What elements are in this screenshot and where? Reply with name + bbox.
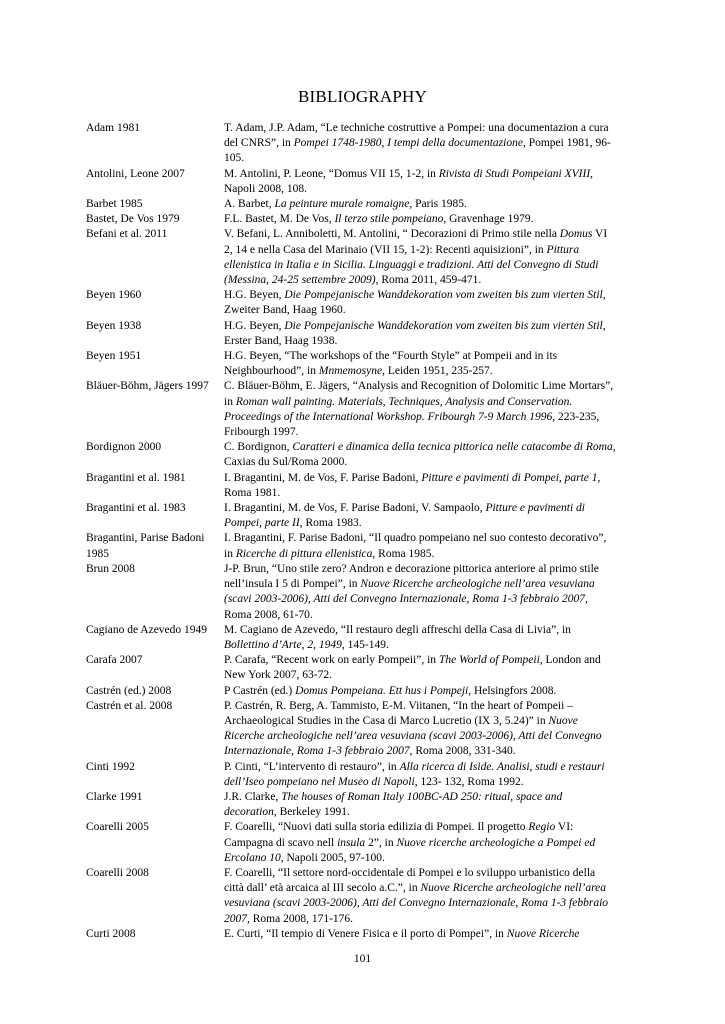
bibliography-entry (86, 167, 616, 197)
reference-segment: , 145-149. (341, 638, 389, 651)
bibliography-entry (86, 501, 616, 531)
entry-key: Bastet, De Vos 1979 (86, 213, 180, 226)
entry-reference (224, 790, 616, 820)
reference-segment: , Napoli 2005, 97-100. (280, 851, 385, 864)
entry-key: Carafa 2007 (86, 654, 143, 667)
entry-key: Bragantini et al. 1981 (86, 471, 186, 484)
reference-segment: H.G. Beyen, (224, 319, 285, 332)
entry-key: Cagiano de Azevedo 1949 (86, 623, 208, 636)
entry-key: Beyen 1951 (86, 350, 142, 363)
reference-italic-segment: Bollettino d’Arte, 2, 1949 (224, 638, 342, 651)
reference-italic-segment: Pittura ellenistica in Italia e in Sicilia. Linguaggi e tradizioni. Atti del Convegno di Studi (Messina, 24-25 settembre 2009) (224, 243, 599, 287)
reference-italic-segment: Nuove Ricerche archeologiche nell’area vesuviana (scavi 2003-2006), Atti del Convegno Internazionale, Roma 1-3 febbraio 2007 (224, 714, 602, 758)
reference-segment: , Berkeley 1991. (273, 806, 350, 819)
entry-reference (224, 227, 616, 288)
entry-key: Bragantini, Parise Badoni 1985 (86, 532, 205, 560)
bibliography-entry (86, 121, 616, 167)
bibliography-entry (86, 790, 616, 820)
entry-reference (224, 653, 616, 683)
entry-reference (224, 288, 616, 318)
bibliography-entry (86, 440, 616, 470)
entry-reference (224, 760, 616, 790)
entry-key: Brun 2008 (86, 562, 135, 575)
entry-key: Beyen 1960 (86, 289, 142, 302)
entry-key: Cinti 1992 (86, 760, 135, 773)
entry-key: Coarelli 2005 (86, 821, 149, 834)
entry-reference (224, 531, 616, 561)
entry-reference (224, 866, 616, 927)
bibliography-entry (86, 760, 616, 790)
reference-italic-segment: Die Pompejanische Wanddekoration vom zweiten bis zum vierten Stil, (284, 289, 606, 302)
reference-italic-segment: Regio (528, 821, 556, 834)
bibliography-entry (86, 866, 616, 927)
entry-reference (224, 349, 616, 379)
bibliography-list (86, 121, 616, 942)
bibliography-entry (86, 684, 616, 699)
reference-segment: , Roma 2008, 61-70. (224, 593, 588, 621)
reference-italic-segment: Rivista di Studi Pompeiani XVIII (438, 167, 591, 180)
reference-segment: , Leiden 1951, 235-257. (382, 365, 493, 378)
reference-segment: H.G. Beyen, (224, 289, 285, 302)
reference-italic-segment: Pompei 1748-1980, I tempi della documentazione (293, 137, 523, 150)
entry-key: Coarelli 2008 (86, 866, 149, 879)
reference-segment: M. Cagiano de Azevedo, “Il restauro degli affreschi della Casa di Livia”, in (224, 623, 571, 636)
reference-italic-segment: Pitture e pavimenti di Pompei, parte II (224, 502, 585, 530)
reference-italic-segment: Nuove Ricerche (506, 927, 580, 940)
reference-italic-segment: Domus Pompeiana. Ett hus i Pompeji (295, 684, 469, 697)
bibliography-entry (86, 820, 616, 866)
reference-italic-segment: La peinture murale romaigne (274, 198, 410, 211)
reference-italic-segment: Nuove ricerche archeologiche a Pompei ed Ercolano 10 (224, 836, 596, 864)
reference-segment: I. Bragantini, F. Parise Badoni, “Il quadro pompeiano nel suo contesto decorativo”, in (224, 532, 607, 560)
reference-segment: P. Castrén, R. Berg, A. Tammisto, E-M. Viitanen, “In the heart of Pompeii – Archaeological Studies in the Casa di Marco Lucretio (IX 3, 5.24)” in (224, 699, 573, 727)
bibliography-entry (86, 379, 616, 440)
bibliography-entry (86, 623, 616, 653)
bibliography-entry (86, 562, 616, 623)
bibliography-entry (86, 471, 616, 501)
entry-key: Adam 1981 (86, 122, 140, 134)
reference-segment: F. Coarelli, “Il settore nord-occidentale di Pompei e lo sviluppo urbanistico della città dall’ età arcaica al III secolo a.C.”, in (224, 866, 596, 895)
page-title: BIBLIOGRAPHY (298, 87, 427, 106)
entry-key: Barbet 1985 (86, 198, 143, 211)
bibliography-entry (86, 531, 616, 561)
entry-reference (224, 623, 616, 653)
entry-reference (224, 212, 616, 227)
reference-segment: P. Carafa, “Recent work on early Pompeii”, in (224, 654, 439, 667)
reference-italic-segment: Ricerche di pittura ellenistica (235, 547, 373, 560)
entry-key: Castrén (ed.) 2008 (86, 684, 172, 697)
reference-segment: P. Cinti, “L’intervento di restauro”, in (224, 760, 400, 773)
reference-segment: A. Barbet, (224, 198, 275, 211)
reference-segment: Zweiter Band, Haag 1960. (224, 304, 346, 317)
reference-segment: C. Bordignon, (224, 441, 293, 454)
reference-italic-segment: Roman wall painting. Materials, Techniques, Analysis and Conservation. Proceedings of the International Workshop. Fribourgh 7-9 March 1996 (224, 395, 573, 423)
entry-key: Beyen 1938 (86, 319, 142, 332)
reference-segment: , Pompei 1981, 96-105. (224, 137, 611, 165)
entry-reference (224, 820, 616, 866)
reference-italic-segment: Domus (559, 228, 593, 241)
entry-key: Bragantini et al. 1983 (86, 502, 186, 515)
reference-segment: I. Bragantini, M. de Vos, F. Parise Badoni, V. Sampaolo, (224, 502, 486, 515)
reference-segment: , Erster Band, Haag 1938. (224, 319, 606, 347)
reference-segment: , 123- 132, Roma 1992. (414, 775, 524, 788)
bibliography-entry (86, 227, 616, 288)
entry-key: Bordignon 2000 (86, 441, 162, 454)
reference-italic-segment: Nuove Ricerche archeologiche nell’area vesuviana (scavi 2003-2006), Atti del Convegno Internazionale, Roma 1-3 febbraio 2007 (224, 578, 595, 606)
reference-segment: , London and New York 2007, 63-72. (224, 654, 601, 682)
bibliography-entry (86, 927, 616, 942)
reference-segment: , Roma 1985. (372, 547, 435, 560)
bibliography-entry (86, 197, 616, 212)
entry-reference (224, 440, 616, 470)
entry-key: Befani et al. 2011 (86, 228, 168, 241)
entry-reference (224, 121, 616, 167)
reference-segment: , Roma 2011, 459-471. (375, 274, 482, 287)
reference-italic-segment: The World of Pompeii (438, 654, 540, 667)
entry-reference (224, 197, 616, 212)
reference-italic-segment: Caratteri e dinamica della tecnica pittorica nelle catacombe di Roma (292, 441, 613, 454)
reference-italic-segment: Die Pompejanische Wanddekoration vom zweiten bis zum vierten Stil (284, 319, 603, 332)
reference-segment: 2”, in (365, 836, 397, 849)
entry-reference (224, 562, 616, 623)
reference-italic-segment: Nuove Ricerche archeologiche nell’area vesuviana (scavi 2003-2006), Atti del Convegno Internazionale, Roma 1-3 febbraio 2007 (224, 882, 609, 925)
reference-segment: H.G. Beyen, “The workshops of the “Fourth Style” at Pompeii and in its Neighbourhood”, in (224, 350, 558, 378)
reference-italic-segment: Mnmemosyne (318, 365, 383, 378)
entry-key: Curti 2008 (86, 927, 136, 940)
entry-reference (224, 471, 616, 501)
reference-italic-segment: Pitture e pavimenti di Pompei, parte 1 (421, 471, 598, 484)
reference-segment: C. Bläuer-Böhm, E. Jägers, “Analysis and Recognition of Dolomitic Lime Mortars”, in (224, 380, 614, 408)
entry-reference (224, 379, 616, 440)
entry-reference (224, 699, 616, 760)
entry-reference (224, 684, 616, 699)
bibliography-entry (86, 653, 616, 683)
reference-segment: J.R. Clarke, (224, 790, 282, 803)
bibliography-entry (86, 349, 616, 379)
reference-segment: F. Coarelli, “Nuovi dati sulla storia edilizia di Pompei. Il progetto (224, 821, 529, 834)
reference-italic-segment: Alla ricerca di Iside. Analisi, studi e restauri dell’Iseo pompeiano nel Museo di Napoli (224, 760, 605, 788)
reference-segment: , 223-235, Fribourgh 1997. (224, 410, 600, 439)
reference-segment: , Gravenhage 1979. (443, 213, 534, 226)
reference-segment: , Roma 1983. (299, 517, 362, 530)
bibliography-entry (86, 699, 616, 760)
reference-segment: T. Adam, J.P. Adam, “Le techniche costruttive a Pompei: una documentazion a cura del CNRS”, in (224, 122, 609, 150)
reference-segment: , Roma 2008, 331-340. (409, 745, 516, 758)
reference-segment: , Helsingfors 2008. (468, 684, 557, 697)
reference-segment: , Paris 1985. (409, 198, 467, 211)
entry-reference (224, 927, 616, 942)
reference-segment: F.L. Bastet, M. De Vos, (224, 213, 335, 226)
entry-reference (224, 167, 616, 197)
reference-italic-segment: The houses of Roman Italy 100BC-AD 250: ritual, space and decoration (224, 790, 563, 819)
reference-segment: , Napoli 2008, 108. (224, 167, 594, 195)
reference-segment: I. Bragantini, M. de Vos, F. Parise Badoni, (224, 471, 422, 484)
reference-italic-segment: Il terzo stile pompeiano (334, 213, 444, 226)
reference-segment: E. Curti, “Il tempio di Venere Fisica e il porto di Pompei”, in (224, 927, 507, 940)
reference-segment: , Roma 2008, 171-176. (247, 912, 354, 925)
bibliography-entry (86, 288, 616, 318)
entry-key: Antolini, Leone 2007 (86, 167, 185, 180)
entry-key: Castrén et al. 2008 (86, 699, 173, 712)
page-number: 101 (353, 953, 372, 965)
entry-reference (224, 319, 616, 349)
entry-reference (224, 501, 616, 531)
entry-key: Clarke 1991 (86, 790, 143, 803)
reference-segment: , Roma 1981. (224, 471, 601, 499)
bibliography-entry (86, 212, 616, 227)
bibliography-entry (86, 319, 616, 349)
reference-segment: J-P. Brun, “Uno stile zero? Andron e decorazione pittorica anteriore al primo stile nell’insula I 5 di Pompei”, in (224, 562, 599, 591)
reference-segment: M. Antolini, P. Leone, “Domus VII 15, 1-2, in (224, 167, 439, 180)
reference-italic-segment: insula (337, 836, 366, 849)
reference-segment: V. Befani, L. Anniboletti, M. Antolini, “ Decorazioni di Primo stile nella (224, 228, 560, 241)
reference-segment: VI 2, 14 e nella Casa del Marinaio (VII 15, 1-2): Recenti aquisizioni”, in (224, 228, 608, 256)
reference-segment: , Caxias du Sul/Roma 2000. (224, 441, 616, 469)
reference-segment: VI: Campagna di scavo nell (224, 821, 574, 849)
entry-key: Bläuer-Böhm, Jägers 1997 (86, 380, 209, 393)
reference-segment: P Castrén (ed.) (224, 684, 296, 697)
